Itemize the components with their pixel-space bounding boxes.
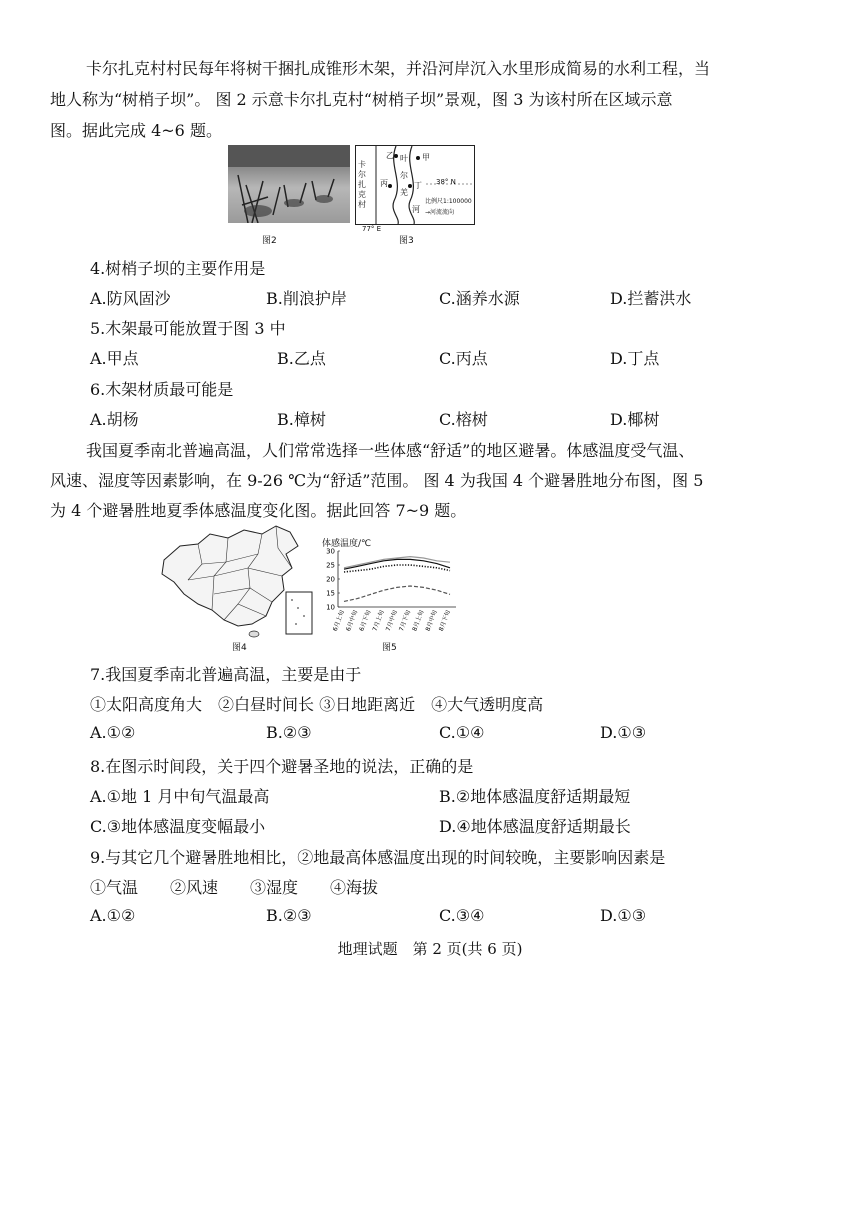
photo-stakes-icon	[228, 145, 350, 223]
q5-option-a[interactable]: A.甲点	[90, 349, 139, 368]
q9-items: ①气温 ②风速 ③湿度 ④海拔	[90, 878, 379, 897]
chart-x-tick-label: 8月上旬	[411, 609, 426, 633]
q9-option-a[interactable]: A.①②	[90, 906, 136, 925]
q8-option-a[interactable]: A.①地 1 月中旬气温最高	[90, 787, 270, 806]
q5-option-b[interactable]: B.乙点	[277, 349, 326, 368]
q6-stem: 6.木架材质最可能是	[90, 380, 234, 399]
latitude-label: 38° N	[436, 178, 456, 186]
q9-option-d[interactable]: D.①③	[600, 906, 647, 925]
q4-stem: 4.树梢子坝的主要作用是	[90, 259, 266, 278]
q6-option-c[interactable]: C.榕树	[439, 410, 488, 429]
chart-x-tick-label: 7月中旬	[384, 609, 399, 633]
figure-2-caption: 图2	[262, 236, 277, 246]
river-char-2: 尔	[400, 171, 408, 180]
chart-series-line-4	[344, 586, 450, 601]
q6-option-a[interactable]: A.胡杨	[90, 410, 139, 429]
village-char: 尔	[358, 170, 366, 179]
chart-ylabel: 体感温度/℃	[322, 539, 372, 549]
figure-3-caption: 图3	[399, 236, 414, 246]
point-bing: 丙	[380, 179, 388, 188]
village-label	[358, 160, 366, 210]
chart-x-tick-label: 7月上旬	[371, 609, 386, 633]
figure-5-chart	[320, 545, 460, 645]
q7-option-b[interactable]: B.②③	[266, 723, 312, 742]
scale-label: 比例尺1:100000	[425, 198, 472, 205]
passage1-line3: 图。据此完成 4~6 题。	[50, 121, 222, 140]
river-char-1: 叶	[400, 154, 408, 163]
passage2-line3: 为 4 个避暑胜地夏季体感温度变化图。据此回答 7~9 题。	[50, 501, 467, 520]
chart-x-tick-label: 6月下旬	[358, 609, 373, 633]
q7-stem: 7.我国夏季南北普遍高温，主要是由于	[90, 665, 362, 684]
q9-option-b[interactable]: B.②③	[266, 906, 312, 925]
q8-option-c[interactable]: C.③地体感温度变幅最小	[90, 817, 266, 836]
point-jia: 甲	[422, 153, 430, 162]
q5-stem: 5.木架最可能放置于图 3 中	[90, 319, 286, 338]
q7-option-d[interactable]: D.①③	[600, 723, 647, 742]
page-footer: 地理试题 第 2 页(共 6 页)	[337, 940, 523, 958]
q9-option-c[interactable]: C.③④	[439, 906, 485, 925]
q6-option-b[interactable]: B.樟树	[277, 410, 326, 429]
point-ding: 丁	[414, 181, 422, 190]
chart-x-tick-label: 6月中旬	[345, 609, 360, 633]
chart-x-tick-label: 8月下旬	[437, 609, 452, 633]
q4-option-c[interactable]: C.涵养水源	[439, 289, 520, 308]
q6-option-d[interactable]: D.椰树	[610, 410, 660, 429]
q5-option-c[interactable]: C.丙点	[439, 349, 488, 368]
q9-stem: 9.与其它几个避暑胜地相比，②地最高体感温度出现的时间较晚，主要影响因素是	[90, 848, 666, 867]
village-char: 村	[358, 200, 366, 209]
q7-option-a[interactable]: A.①②	[90, 723, 136, 742]
china-map-icon	[158, 524, 316, 640]
longitude-label: 77° E	[362, 225, 382, 233]
chart-x-tick-label: 8月中旬	[424, 609, 439, 633]
chart-y-tick-label: 10	[326, 603, 335, 612]
village-char: 卡	[358, 160, 366, 169]
passage2-line2: 风速、湿度等因素影响，在 9-26 ℃为“舒适”范围。 图 4 为我国 4 个避暑胜地分布图，图 5	[50, 471, 704, 490]
village-char: 克	[358, 190, 366, 199]
q4-option-b[interactable]: B.削浪护岸	[266, 289, 347, 308]
q5-option-d[interactable]: D.丁点	[610, 349, 660, 368]
chart-y-tick-label: 20	[326, 575, 335, 584]
temperature-chart	[320, 545, 460, 645]
q8-option-d[interactable]: D.④地体感温度舒适期最长	[439, 817, 631, 836]
q4-option-a[interactable]: A.防风固沙	[90, 289, 171, 308]
river-char-4: 河	[412, 205, 420, 214]
figure-5-caption: 图5	[382, 643, 397, 653]
q7-items: ①太阳高度角大 ②白昼时间长 ③日地距离近 ④大气透明度高	[90, 695, 544, 714]
chart-y-tick-label: 30	[326, 547, 335, 556]
figure-4-caption: 图4	[232, 643, 247, 653]
passage1-line1: 卡尔扎克村村民每年将树干捆扎成锥形木架，并沿河岸沉入水里形成简易的水利工程，当	[86, 59, 711, 78]
figure-4-china-map	[158, 524, 316, 640]
village-char: 扎	[358, 180, 366, 189]
passage1-line2: 地人称为“树梢子坝”。 图 2 示意卡尔扎克村“树梢子坝”景观，图 3 为该村所在区域示意	[50, 90, 673, 109]
point-yi: 乙	[386, 151, 394, 160]
passage2-line1: 我国夏季南北普遍高温，人们常常选择一些体感“舒适”的地区避暑。体感温度受气温、	[86, 441, 695, 460]
river-char-3: 羌	[400, 188, 408, 197]
chart-y-tick-label: 15	[326, 589, 335, 598]
q4-option-d[interactable]: D.拦蓄洪水	[610, 289, 692, 308]
q7-option-c[interactable]: C.①④	[439, 723, 485, 742]
q8-stem: 8.在图示时间段，关于四个避暑圣地的说法，正确的是	[90, 757, 474, 776]
chart-x-tick-label: 7月下旬	[398, 609, 413, 633]
chart-x-tick-label: 6月上旬	[331, 609, 346, 633]
figure-2-photo	[228, 145, 350, 223]
q8-option-b[interactable]: B.②地体感温度舒适期最短	[439, 787, 631, 806]
flow-label: →河流流向	[425, 209, 455, 216]
chart-y-tick-label: 25	[326, 561, 335, 570]
